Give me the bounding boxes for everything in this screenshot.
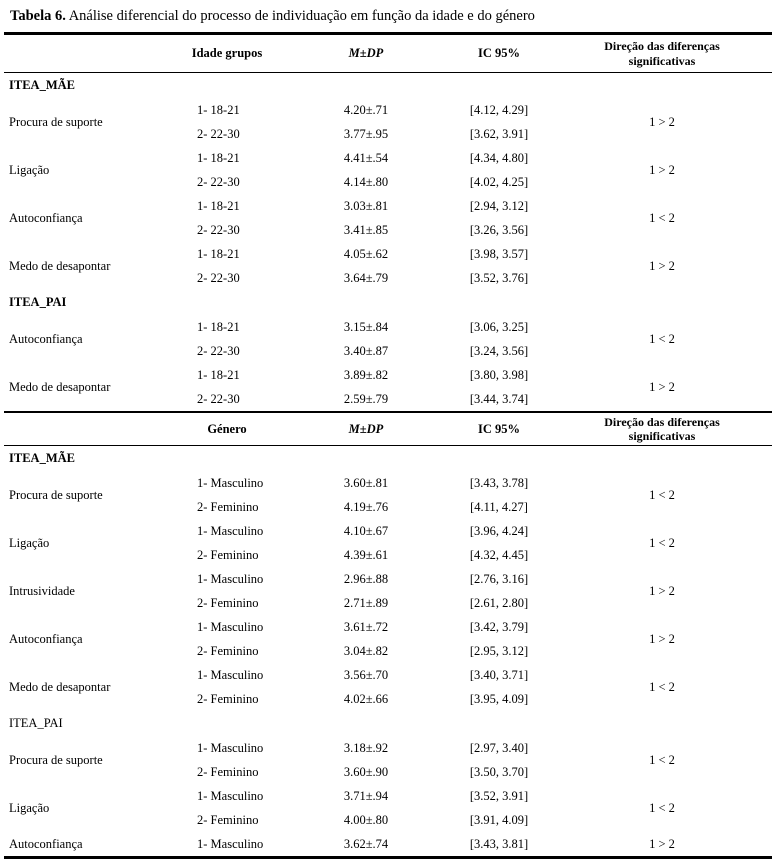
table-row bbox=[4, 315, 772, 339]
mean-sd-cell: 3.64±.79 bbox=[343, 270, 389, 285]
mean-sd-cell: 3.56±.70 bbox=[343, 667, 389, 682]
table-row bbox=[4, 98, 772, 122]
group-cell: 1- 18-21 bbox=[197, 102, 240, 117]
mean-sd-cell: 3.18±.92 bbox=[343, 740, 389, 755]
header-ci: IC 95% bbox=[446, 34, 552, 73]
direction-cell: 1 > 2 bbox=[649, 836, 675, 851]
header-direction: Direção das diferenças significativas bbox=[552, 412, 772, 446]
mean-sd-cell: 3.89±.82 bbox=[343, 367, 389, 382]
group-cell: 2- 22-30 bbox=[197, 126, 240, 141]
ci-cell: [4.34, 4.80] bbox=[469, 150, 529, 165]
mean-sd-cell: 3.03±.81 bbox=[343, 198, 389, 213]
group-cell: 1- Masculino bbox=[197, 836, 264, 851]
ci-cell: [3.26, 3.56] bbox=[469, 222, 529, 237]
direction-cell: 1 > 2 bbox=[649, 114, 675, 129]
mean-sd-cell: 3.71±.94 bbox=[343, 788, 389, 803]
mean-sd-cell: 4.00±.80 bbox=[343, 812, 389, 827]
variable-label: Autoconfiança bbox=[9, 836, 83, 851]
ci-cell: [3.52, 3.76] bbox=[469, 270, 529, 285]
mean-sd-cell: 3.04±.82 bbox=[343, 643, 389, 658]
variable-label: Autoconfiança bbox=[9, 631, 83, 646]
header-factor: Idade grupos bbox=[168, 34, 286, 73]
column-header-row bbox=[4, 412, 772, 446]
ci-cell: [4.02, 4.25] bbox=[469, 174, 529, 189]
mean-sd-cell: 4.14±.80 bbox=[343, 174, 389, 189]
table-row bbox=[4, 832, 772, 858]
stats-table-body bbox=[4, 34, 772, 858]
direction-cell: 1 > 2 bbox=[649, 162, 675, 177]
ci-cell: [3.40, 3.71] bbox=[469, 667, 529, 682]
mean-sd-cell: 4.20±.71 bbox=[343, 102, 389, 117]
section-header-label: ITEA_MÃE bbox=[9, 451, 75, 466]
mean-sd-cell: 3.41±.85 bbox=[343, 222, 389, 237]
direction-cell: 1 > 2 bbox=[649, 583, 675, 598]
ci-cell: [2.95, 3.12] bbox=[469, 643, 529, 658]
group-cell: 1- Masculino bbox=[197, 788, 264, 803]
ci-cell: [3.43, 3.81] bbox=[469, 836, 529, 851]
table-row bbox=[4, 615, 772, 639]
variable-label: Medo de desapontar bbox=[9, 258, 111, 273]
mean-sd-cell: 2.59±.79 bbox=[343, 391, 389, 406]
table-row bbox=[4, 194, 772, 218]
ci-cell: [3.62, 3.91] bbox=[469, 126, 529, 141]
variable-label: Autoconfiança bbox=[9, 331, 83, 346]
header-ci: IC 95% bbox=[446, 412, 552, 446]
variable-label: Autoconfiança bbox=[9, 210, 83, 225]
variable-label: Intrusividade bbox=[9, 583, 75, 598]
table-row bbox=[4, 784, 772, 808]
direction-cell: 1 > 2 bbox=[649, 379, 675, 394]
direction-cell: 1 < 2 bbox=[649, 679, 675, 694]
table-row bbox=[4, 363, 772, 387]
ci-cell: [3.95, 4.09] bbox=[469, 691, 529, 706]
ci-cell: [2.76, 3.16] bbox=[469, 571, 529, 586]
variable-label: Procura de suporte bbox=[9, 487, 103, 502]
mean-sd-cell: 2.96±.88 bbox=[343, 571, 389, 586]
section-header-label: ITEA_PAI bbox=[9, 716, 63, 731]
variable-label: Medo de desapontar bbox=[9, 379, 111, 394]
group-cell: 2- 22-30 bbox=[197, 391, 240, 406]
ci-cell: [4.32, 4.45] bbox=[469, 547, 529, 562]
section-header-row bbox=[4, 290, 772, 315]
header-mean-sd: M±DP bbox=[286, 412, 446, 446]
variable-label: Procura de suporte bbox=[9, 114, 103, 129]
group-cell: 2- 22-30 bbox=[197, 343, 240, 358]
mean-sd-cell: 2.71±.89 bbox=[343, 595, 389, 610]
column-header-row bbox=[4, 34, 772, 73]
section-header-row bbox=[4, 446, 772, 472]
ci-cell: [3.50, 3.70] bbox=[469, 764, 529, 779]
group-cell: 1- Masculino bbox=[197, 523, 264, 538]
table-row bbox=[4, 736, 772, 760]
ci-cell: [3.96, 4.24] bbox=[469, 523, 529, 538]
header-empty-cell bbox=[4, 412, 168, 446]
ci-cell: [3.24, 3.56] bbox=[469, 343, 529, 358]
mean-sd-cell: 3.15±.84 bbox=[343, 319, 389, 334]
group-cell: 1- 18-21 bbox=[197, 319, 240, 334]
group-cell: 2- Feminino bbox=[197, 547, 259, 562]
group-cell: 2- 22-30 bbox=[197, 222, 240, 237]
header-factor: Género bbox=[168, 412, 286, 446]
section-header-row bbox=[4, 73, 772, 99]
direction-cell: 1 < 2 bbox=[649, 752, 675, 767]
table-caption-text: Análise diferencial do processo de individuação em função da idade e do género bbox=[68, 8, 535, 24]
header-mean-sd: M±DP bbox=[286, 34, 446, 73]
table-row bbox=[4, 663, 772, 687]
group-cell: 2- Feminino bbox=[197, 691, 259, 706]
ci-cell: [3.80, 3.98] bbox=[469, 367, 529, 382]
section-header-label: ITEA_MÃE bbox=[9, 78, 75, 92]
table-row bbox=[4, 146, 772, 170]
section-header-label: ITEA_PAI bbox=[9, 295, 67, 309]
direction-cell: 1 < 2 bbox=[649, 800, 675, 815]
group-cell: 2- 22-30 bbox=[197, 270, 240, 285]
mean-sd-cell: 4.19±.76 bbox=[343, 499, 389, 514]
variable-label: Ligação bbox=[9, 162, 50, 177]
group-cell: 2- Feminino bbox=[197, 812, 259, 827]
group-cell: 1- Masculino bbox=[197, 619, 264, 634]
table-row bbox=[4, 519, 772, 543]
direction-cell: 1 > 2 bbox=[649, 258, 675, 273]
group-cell: 2- Feminino bbox=[197, 499, 259, 514]
direction-cell: 1 < 2 bbox=[649, 535, 675, 550]
ci-cell: [3.43, 3.78] bbox=[469, 475, 529, 490]
group-cell: 2- 22-30 bbox=[197, 174, 240, 189]
mean-sd-cell: 3.60±.90 bbox=[343, 764, 389, 779]
ci-cell: [3.42, 3.79] bbox=[469, 619, 529, 634]
mean-sd-cell: 3.60±.81 bbox=[343, 475, 389, 490]
mean-sd-cell: 3.77±.95 bbox=[343, 126, 389, 141]
ci-cell: [3.98, 3.57] bbox=[469, 246, 529, 261]
table-caption bbox=[10, 8, 772, 25]
group-cell: 1- 18-21 bbox=[197, 198, 240, 213]
group-cell: 1- Masculino bbox=[197, 571, 264, 586]
ci-cell: [4.11, 4.27] bbox=[470, 499, 528, 514]
table-row bbox=[4, 567, 772, 591]
mean-sd-cell: 4.41±.54 bbox=[343, 150, 389, 165]
group-cell: 1- 18-21 bbox=[197, 367, 240, 382]
group-cell: 2- Feminino bbox=[197, 764, 259, 779]
table-row bbox=[4, 242, 772, 266]
group-cell: 2- Feminino bbox=[197, 595, 259, 610]
group-cell: 1- 18-21 bbox=[197, 150, 240, 165]
variable-label: Ligação bbox=[9, 800, 50, 815]
mean-sd-cell: 3.40±.87 bbox=[343, 343, 389, 358]
table-caption-label: Tabela 6. bbox=[10, 8, 66, 24]
stats-table bbox=[4, 32, 772, 859]
mean-sd-cell: 3.62±.74 bbox=[343, 836, 389, 851]
mean-sd-cell: 4.39±.61 bbox=[343, 547, 389, 562]
direction-cell: 1 < 2 bbox=[649, 487, 675, 502]
table-row bbox=[4, 471, 772, 495]
mean-sd-cell: 4.05±.62 bbox=[343, 246, 389, 261]
header-empty-cell bbox=[4, 34, 168, 73]
group-cell: 1- Masculino bbox=[197, 475, 264, 490]
ci-cell: [2.94, 3.12] bbox=[469, 198, 529, 213]
ci-cell: [3.44, 3.74] bbox=[469, 391, 529, 406]
variable-label: Procura de suporte bbox=[9, 752, 103, 767]
header-direction: Direção das diferenças significativas bbox=[552, 34, 772, 73]
variable-label: Ligação bbox=[9, 535, 50, 550]
mean-sd-cell: 4.02±.66 bbox=[343, 691, 389, 706]
group-cell: 1- Masculino bbox=[197, 667, 264, 682]
direction-cell: 1 < 2 bbox=[649, 210, 675, 225]
ci-cell: [2.61, 2.80] bbox=[469, 595, 529, 610]
ci-cell: [3.52, 3.91] bbox=[469, 788, 529, 803]
direction-cell: 1 > 2 bbox=[649, 631, 675, 646]
direction-cell: 1 < 2 bbox=[649, 331, 675, 346]
ci-cell: [3.91, 4.09] bbox=[469, 812, 529, 827]
mean-sd-cell: 4.10±.67 bbox=[343, 523, 389, 538]
group-cell: 1- 18-21 bbox=[197, 246, 240, 261]
group-cell: 1- Masculino bbox=[197, 740, 264, 755]
section-header-row bbox=[4, 711, 772, 736]
ci-cell: [4.12, 4.29] bbox=[469, 102, 529, 117]
ci-cell: [2.97, 3.40] bbox=[469, 740, 529, 755]
mean-sd-cell: 3.61±.72 bbox=[343, 619, 389, 634]
variable-label: Medo de desapontar bbox=[9, 679, 111, 694]
group-cell: 2- Feminino bbox=[197, 643, 259, 658]
ci-cell: [3.06, 3.25] bbox=[469, 319, 529, 334]
